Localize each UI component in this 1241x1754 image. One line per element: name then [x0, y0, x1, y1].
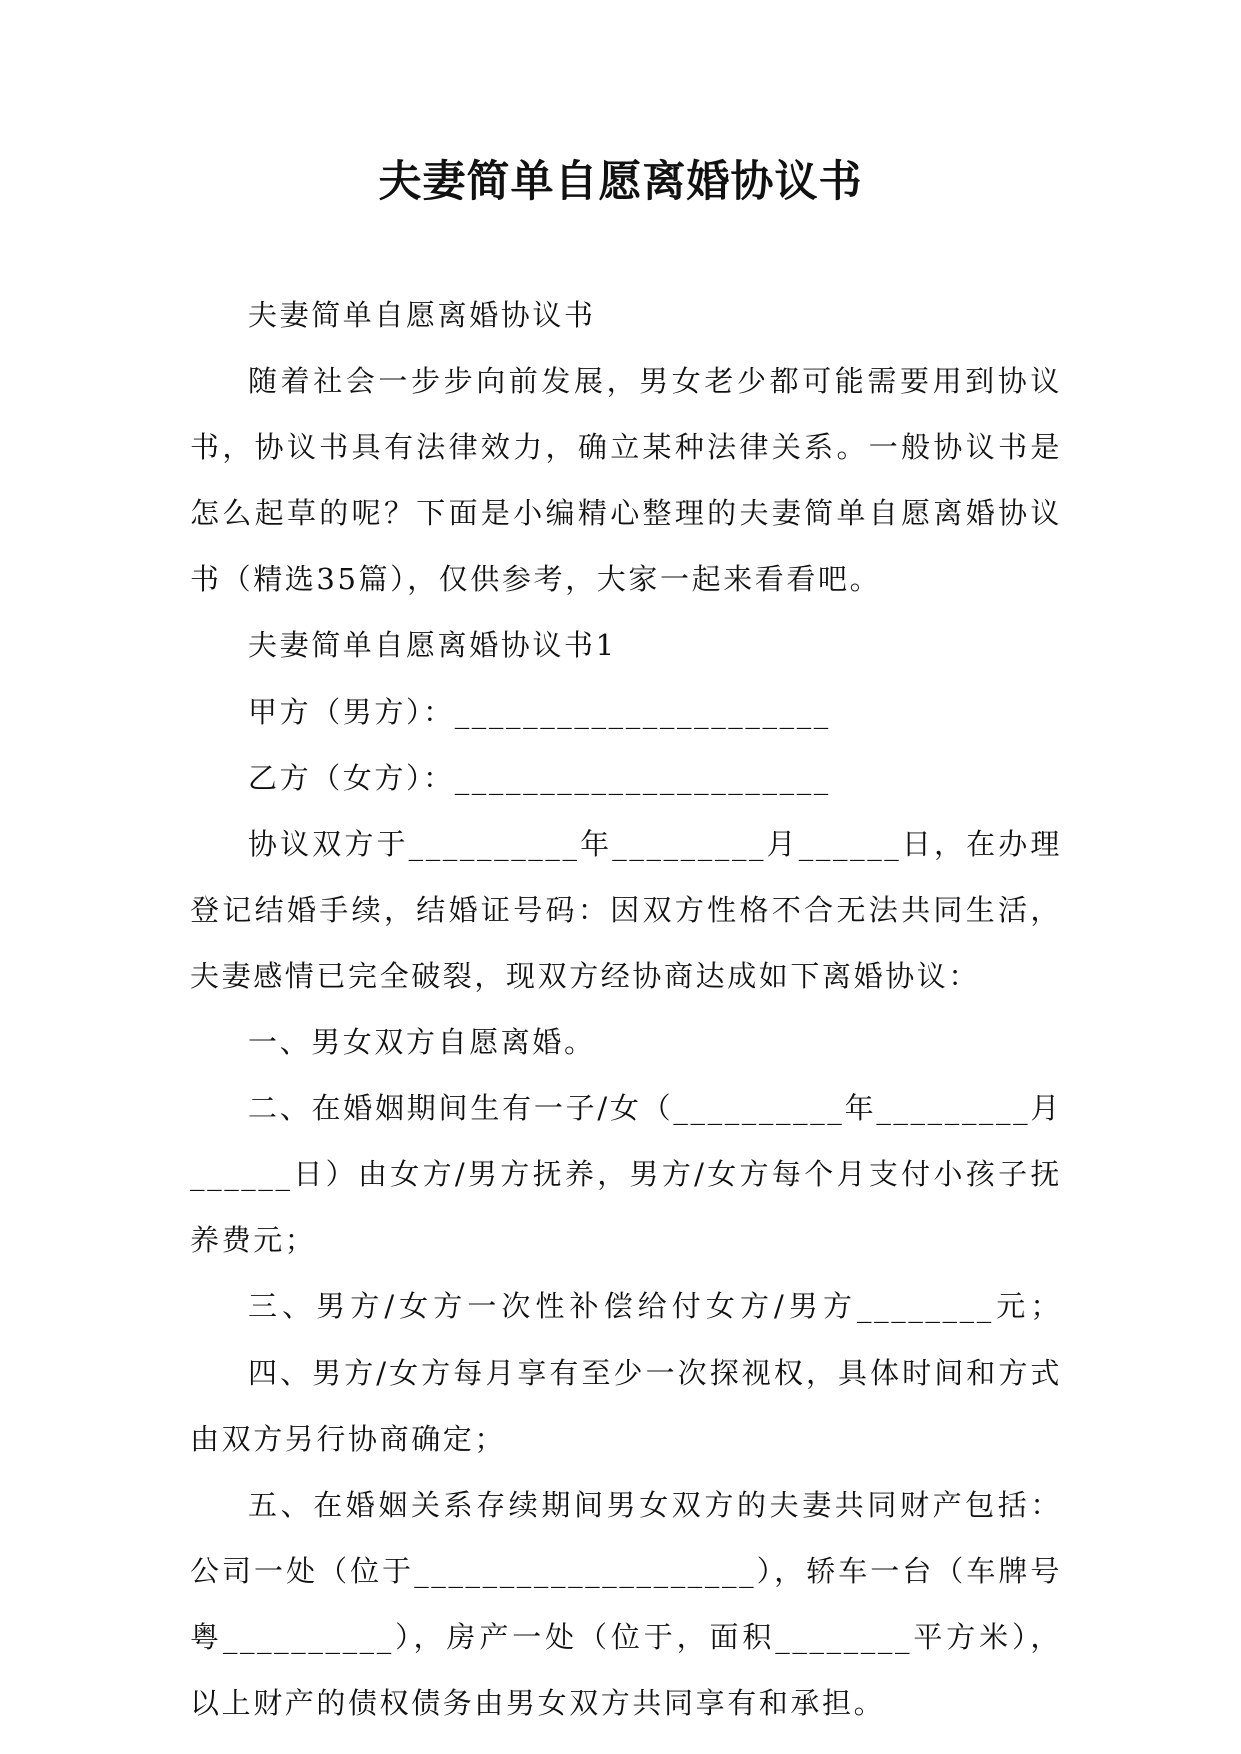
party-b-line: 乙方（女方）：______________________ [248, 760, 831, 795]
clause-4: 四、男方/女方每月享有至少一次探视权，具体时间和方式由双方另行协商确定； [190, 1355, 1062, 1456]
document-body [190, 282, 1062, 1736]
paragraph-heading: 夫妻简单自愿离婚协议书 [248, 298, 596, 332]
paragraph-intro: 随着社会一步步向前发展，男女老少都可能需要用到协议书，协议书具有法律效力，确立某种法律关系。一般协议书是怎么起草的呢？下面是小编精心整理的夫妻简单自愿离婚协议书（精选35篇），仅供参考，大家一起来看看吧。 [190, 364, 1062, 597]
clause-3: 三、男方/女方一次性补偿给付女方/男方________元； [248, 1289, 1062, 1324]
clause-5: 五、在婚姻关系存续期间男女双方的夫妻共同财产包括：公司一处（位于____________________），轿车一台（车牌号粤__________），房产一处（位于，面积________平方米），以上财产的债权债务由男女双方共同享有和承担。 [190, 1487, 1062, 1720]
document-title: 夫妻简单自愿离婚协议书 [378, 157, 863, 207]
party-a-line: 甲方（男方）：______________________ [248, 694, 831, 729]
paragraph-subtitle: 夫妻简单自愿离婚协议书1 [248, 628, 617, 663]
clause-1: 一、男女双方自愿离婚。 [248, 1025, 596, 1060]
paragraph-agreement: 协议双方于__________年_________月______日，在办理登记结婚手续，结婚证号码：因双方性格不合无法共同生活，夫妻感情已完全破裂，现双方经协商达成如下离婚协议： [190, 826, 1062, 993]
clause-2: 二、在婚姻期间生有一子/女（__________年_________月______日）由女方/男方抚养，男方/女方每个月支付小孩子抚养费元； [190, 1091, 1062, 1258]
